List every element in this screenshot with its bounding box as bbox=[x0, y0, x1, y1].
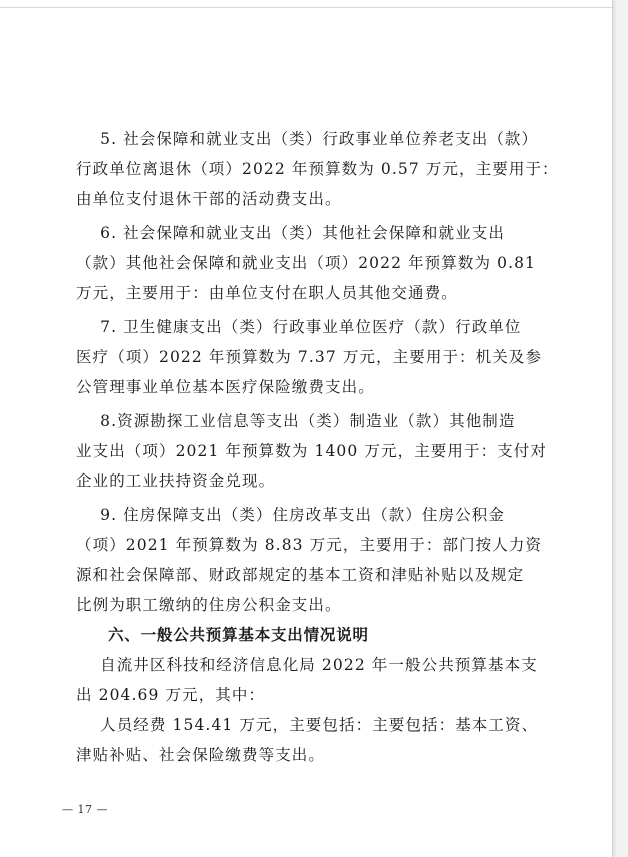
text-line: （项）2021 年预算数为 8.83 万元，主要用于：部门按人力资 bbox=[76, 536, 543, 554]
text-line: 8.资源勘探工业信息等支出（类）制造业（款）其他制造 bbox=[76, 412, 516, 430]
paragraph-item-8 bbox=[76, 406, 554, 496]
text-line: 6. 社会保障和就业支出（类）其他社会保障和就业支出 bbox=[76, 224, 505, 242]
paragraph-basic-expenditure bbox=[76, 650, 554, 710]
section-heading: 六、一般公共预算基本支出情况说明 bbox=[108, 626, 369, 644]
text-line: 出 204.69 万元，其中： bbox=[76, 686, 266, 704]
text-line: 源和社会保障部、财政部规定的基本工资和津贴补贴以及规定 bbox=[76, 566, 525, 584]
paragraph-item-7 bbox=[76, 312, 554, 402]
text-line: 行政单位离退休（项）2022 年预算数为 0.57 万元，主要用于： bbox=[76, 160, 559, 178]
text-line: 津贴补贴、社会保险缴费等支出。 bbox=[76, 746, 326, 764]
text-line: 由单位支付退休干部的活动费支出。 bbox=[76, 190, 342, 208]
document-body bbox=[76, 124, 559, 770]
text-line: 9. 住房保障支出（类）住房改革支出（款）住房公积金 bbox=[76, 506, 505, 524]
text-line: 人员经费 154.41 万元，主要包括：主要包括：基本工资、 bbox=[76, 716, 539, 734]
paragraph-personnel-expense bbox=[76, 710, 554, 770]
paragraph-item-6 bbox=[76, 218, 554, 308]
text-line: 医疗（项）2022 年预算数为 7.37 万元，主要用于：机关及参 bbox=[76, 348, 543, 366]
text-line: 5. 社会保障和就业支出（类）行政事业单位养老支出（款） bbox=[76, 130, 539, 148]
text-line: 公管理事业单位基本医疗保险缴费支出。 bbox=[76, 378, 375, 396]
text-line: 万元，主要用于：由单位支付在职人员其他交通费。 bbox=[76, 284, 458, 302]
text-line: （款）其他社会保障和就业支出（项）2022 年预算数为 0.81 bbox=[76, 254, 537, 272]
paragraph-item-5 bbox=[76, 124, 559, 214]
page-number: — 17 — bbox=[62, 803, 108, 816]
text-line: 比例为职工缴纳的住房公积金支出。 bbox=[76, 596, 342, 614]
paragraph-item-9 bbox=[76, 500, 554, 620]
text-line: 业支出（项）2021 年预算数为 1400 万元，主要用于：支付对 bbox=[76, 442, 547, 460]
page-top-rule bbox=[0, 7, 612, 8]
text-line: 自流井区科技和经济信息化局 2022 年一般公共预算基本支 bbox=[76, 656, 538, 674]
text-line: 7. 卫生健康支出（类）行政事业单位医疗（款）行政单位 bbox=[76, 318, 522, 336]
text-line: 企业的工业扶持资金兑现。 bbox=[76, 472, 276, 490]
